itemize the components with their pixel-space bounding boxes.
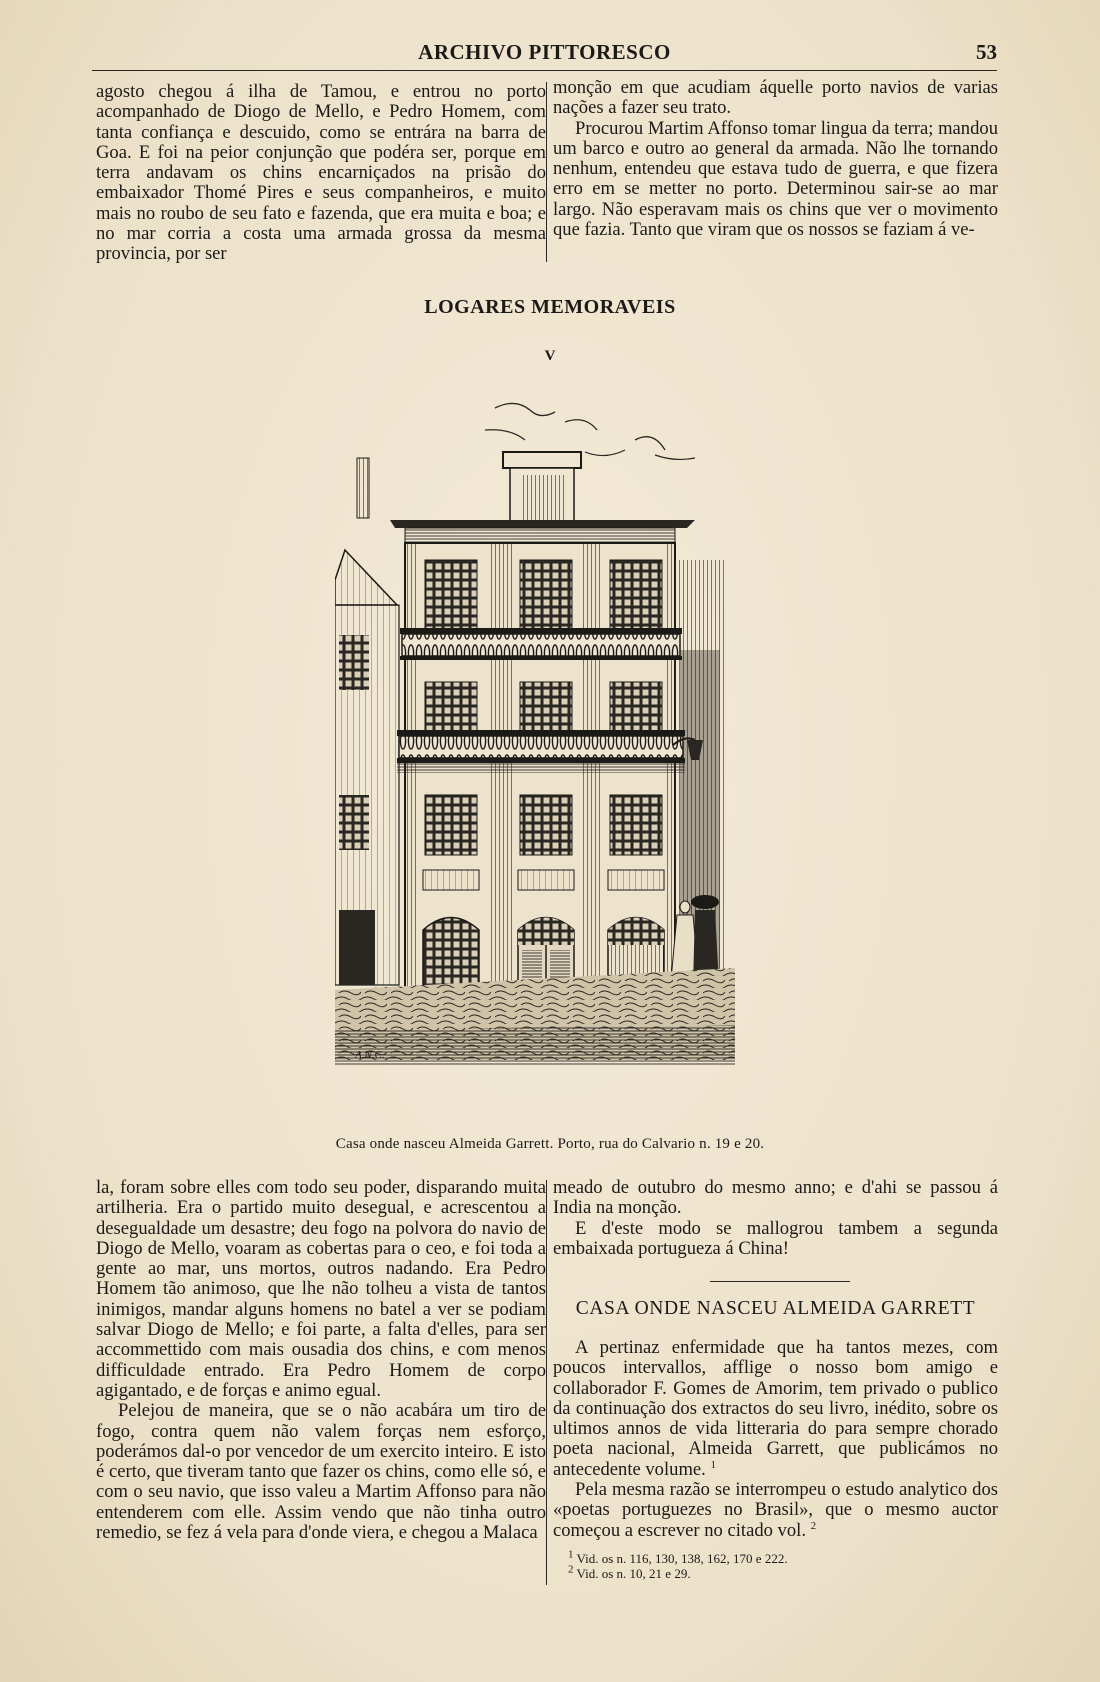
paragraph: Pelejou de maneira, que se o não acabára um tiro de fogo, contra quem não valem forças nem esforço, poderámos dal-o por vencedor de um exercito inteiro. E isto é certo, que tiveram tanto que fazer os chins, como elle só, e com o seu navio, que isso valeu a Martim Affonso para não entenderem com elle. Assim vendo que não tinha outro remedio, se fez á vela para d'onde viera, e chegou a Malaca — [96, 1400, 546, 1544]
paragraph: la, foram sobre elles com todo seu poder, disparando muita artilheria. Era o partido muito desegual, e acrescentou a desegualdade um desastre; deu fogo na polvora do navio de Diogo de Mello, voaram as cobertas para o ceo, e foi toda a gente ao mar, uns mortos, outros nadando. Era Pedro Homem tão animoso, que lhe não tolheu a vista de tantos inimigos, mandar alguns homens no batel a ver se podiam salvar Diogo de Mello; e foi parte, a falta d'elles, para ser accommettido com mais ousadia dos chins, e com menos difficuldade entrado. Era Pedro Homem de corpo agigantado, e de forças e animo egual. — [96, 1177, 546, 1401]
column-left-top — [96, 82, 546, 265]
engraver-signature: A.N.C. — [355, 1049, 385, 1061]
paragraph: Procurou Martim Affonso tomar lingua da terra; mandou um barco e outro ao general da armada. Não lhe tornando nenhum, entendeu que estava tudo de guerra, e que fizera erro em se metter no porto. Determinou sair-se ao mar largo. Não esperavam mais os chins que ver o movimento que fazia. Tanto que viram que os nossos se faziam á ve- — [553, 117, 998, 241]
page-header — [92, 40, 997, 71]
article-text: Pela mesma razão se interrompeu o estudo analytico dos «poetas portuguezes no Brasil», que o mesmo auctor começou a escrever no citado vol. — [553, 1479, 998, 1541]
column-right-bottom — [553, 1178, 998, 1259]
column-divider — [546, 82, 547, 262]
paragraph: agosto chegou á ilha de Tamou, e entrou no porto acompanhado de Diogo de Mello, e Pedro Homem, com tanta confiança e descuido, como se entrára na barra de Goa. E foi na peior conjunção que podéra ser, porque em terra andavam os chins encarniçados na prisão do embaixador Thomé Pires e seus companheiros, e muito mais no roubo de seu fato e fazenda, que era muita e boa; e no mar corria a costa uma armada grossa da mesma provincia, por ser — [96, 81, 546, 265]
article-body — [553, 1338, 998, 1541]
running-title: ARCHIVO PITTORESCO — [418, 40, 671, 64]
paragraph: monção em que acudiam áquelle porto navios de varias nações a fazer seu trato. — [553, 77, 998, 119]
footnote-ref: 1 — [710, 1458, 716, 1471]
footnote-mark: 2 — [568, 1563, 574, 1576]
paragraph: meado de outubro do mesmo anno; e d'ahi se passou á India na monção. — [553, 1177, 998, 1219]
footnote — [568, 1563, 988, 1582]
footnote — [568, 1548, 988, 1567]
column-divider — [546, 1180, 547, 1585]
article-title: CASA ONDE NASCEU ALMEIDA GARRETT — [575, 1298, 976, 1319]
article-paragraph — [553, 1480, 998, 1541]
footnote-mark: 1 — [568, 1548, 574, 1561]
illustration-caption: Casa onde nasceu Almeida Garrett. Porto, rua do Calvario n. 19 e 20. — [335, 1136, 765, 1152]
column-left-bottom — [96, 1178, 546, 1543]
footnote-ref: 2 — [810, 1519, 817, 1532]
article-paragraph — [553, 1338, 998, 1480]
section-heading: LOGARES MEMORAVEIS — [424, 296, 676, 318]
page-number: 53 — [976, 40, 997, 64]
footnotes — [568, 1548, 988, 1581]
footnote-text: Vid. os n. 116, 130, 138, 162, 170 e 222. — [576, 1551, 788, 1566]
footnote-text: Vid. os n. 10, 21 e 29. — [576, 1565, 691, 1581]
article-text: A pertinaz enfermidade que ha tantos mezes, com poucos intervallos, afflige o nosso bom amigo e collaborador F. Gomes de Amorim, tem privado o publico da continuação dos extractos do seu livro, inédito, sobre os ultimos annos de vida litteraria do para sempre chorado poeta nacional, Almeida Garrett, que publicámos no antecedente volume. — [553, 1337, 998, 1480]
top-windows — [425, 560, 662, 630]
article-separator — [710, 1281, 850, 1282]
section-number: V — [544, 348, 556, 364]
column-right-top — [553, 78, 998, 240]
paragraph: E d'este modo se mallogrou tambem a segunda embaixada portugueza á China! — [553, 1217, 998, 1259]
house-engraving — [335, 400, 765, 1110]
